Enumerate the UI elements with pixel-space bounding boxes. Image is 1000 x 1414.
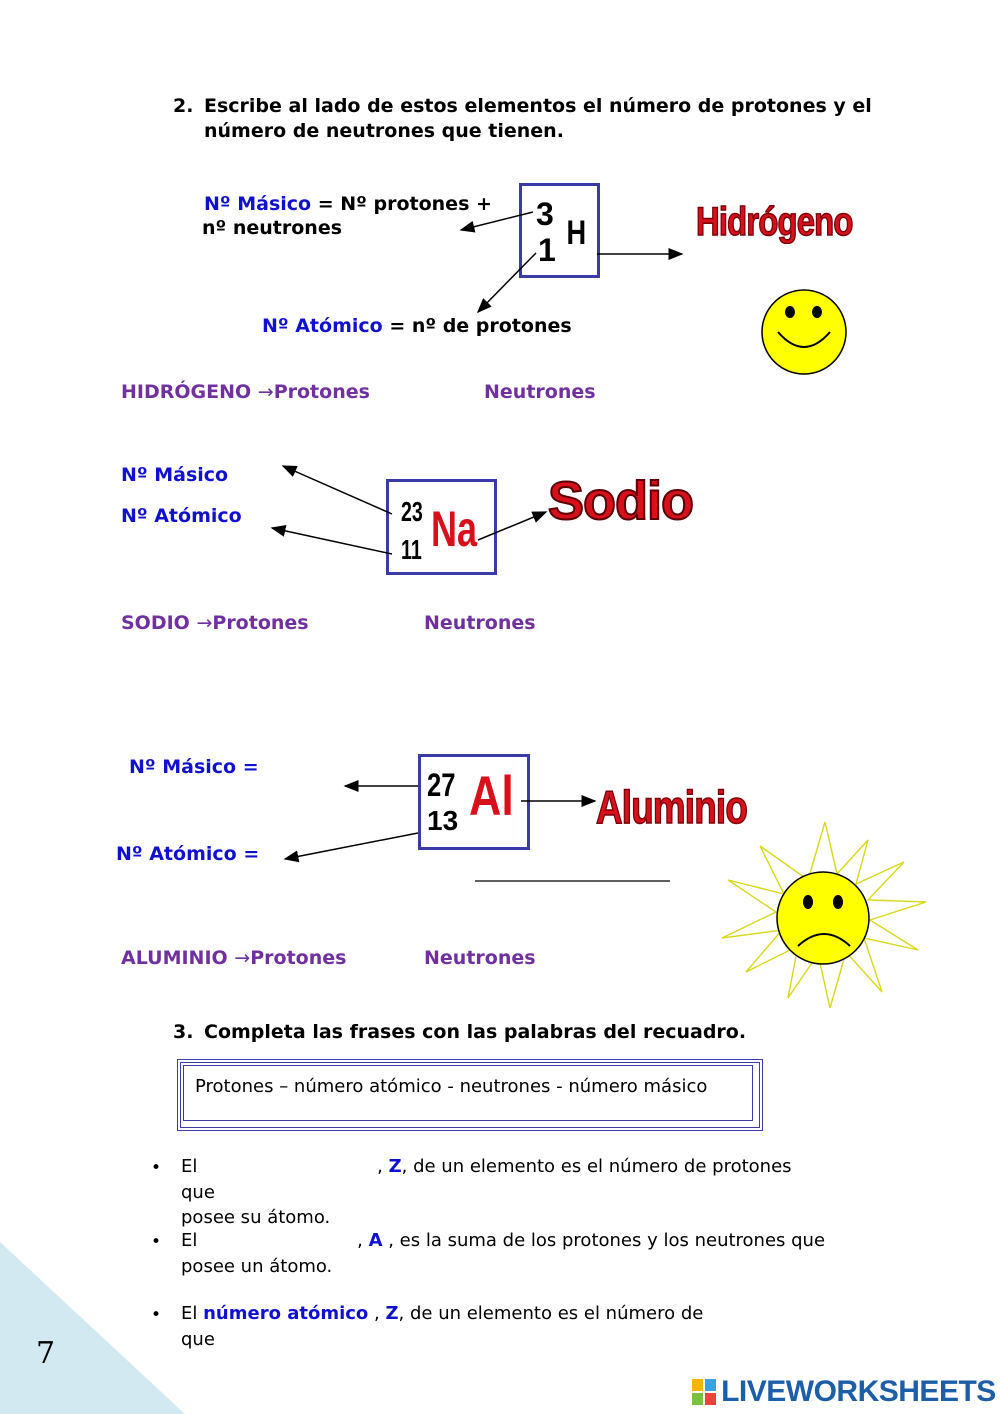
sodium-atomic-number: 11	[401, 534, 422, 565]
arrow-symbol: →	[196, 612, 213, 634]
aluminium-row-label	[121, 947, 346, 969]
sentence-3-term: número atómico	[203, 1303, 369, 1324]
sodium-row-element: SODIO	[121, 612, 190, 634]
aluminium-atomic-arrow	[285, 833, 418, 859]
hydrogen-name: Hidrógeno	[696, 200, 853, 244]
sentence-2	[181, 1228, 827, 1279]
q3-number: 3.	[173, 1021, 194, 1043]
hydrogen-row-label	[121, 381, 370, 403]
sodium-mass-number: 23	[401, 496, 423, 527]
bullet-3: •	[151, 1305, 162, 1325]
q3-title: Completa las frases con las palabras del recuadro.	[204, 1021, 747, 1043]
sodium-masico-label: Nº Másico	[121, 464, 229, 486]
sentence-1-pre: El	[181, 1156, 198, 1177]
arrow-symbol: →	[234, 947, 251, 969]
sentence-2-post: , es la suma de los protones y los neutrones que	[382, 1230, 826, 1251]
hydrogen-mass-number: 3	[536, 196, 554, 232]
hydrogen-row-element: HIDRÓGENO	[121, 381, 252, 403]
sentence-3-sym-pre: ,	[368, 1303, 386, 1324]
sodium-atomico-label: Nº Atómico	[121, 505, 242, 527]
hydrogen-row-protons: Protones	[273, 381, 370, 403]
sodium-row-protons: Protones	[212, 612, 309, 634]
word-box	[177, 1059, 763, 1131]
sentence-1-sym-pre: ,	[377, 1156, 389, 1177]
brand-logo	[692, 1375, 996, 1409]
legend-atomico-rest: = nº de protones	[382, 315, 572, 337]
sentence-3-pre: El	[181, 1303, 204, 1324]
sentence-1-symbol: Z	[388, 1156, 402, 1177]
sentence-2-pre: El	[181, 1230, 198, 1251]
sentence-2-sym-pre: ,	[357, 1230, 369, 1251]
sad-sun-icon	[718, 822, 932, 1008]
sodium-row-neutrons: Neutrones	[424, 612, 536, 634]
sodium-name: Sodio	[548, 471, 693, 531]
hydrogen-row-neutrons: Neutrones	[484, 381, 596, 403]
sentence-1-post: , de un elemento es el número de protones que	[181, 1156, 792, 1203]
sodium-row-label	[121, 612, 309, 634]
page-number: 7	[36, 1336, 56, 1371]
q2-line2: número de neutrones que tienen.	[204, 120, 564, 142]
aluminium-row-neutrons: Neutrones	[424, 947, 536, 969]
legend-masico-term: Nº Másico	[204, 193, 312, 215]
aluminium-row-protons: Protones	[250, 947, 347, 969]
aluminium-row-element: ALUMINIO	[121, 947, 228, 969]
sentence-3-tail: que	[181, 1328, 215, 1350]
aluminium-masico-label: Nº Másico =	[129, 756, 259, 778]
sentence-2-symbol: A	[368, 1230, 383, 1251]
sentence-2-line2: posee un átomo.	[181, 1255, 333, 1277]
sentence-3-answer-input[interactable]	[709, 1303, 801, 1327]
sentence-3-post: , de un elemento es el número de	[398, 1303, 704, 1324]
sodium-name-arrow	[478, 512, 546, 540]
sentence-1-answer-input[interactable]	[203, 1156, 377, 1180]
legend-atomico-term: Nº Atómico	[262, 315, 383, 337]
aluminium-symbol: Al	[469, 764, 514, 827]
hydrogen-mass-arrow	[461, 212, 533, 230]
word-box-text: Protones – número atómico - neutrones - número másico	[195, 1076, 708, 1097]
sentence-3	[181, 1301, 827, 1352]
sentence-1-line2: posee su átomo.	[181, 1206, 331, 1228]
aluminium-name: Aluminio	[596, 781, 748, 833]
bullet-2: •	[151, 1232, 162, 1252]
q2-number: 2.	[173, 95, 194, 117]
hydrogen-atomic-number: 1	[538, 232, 556, 268]
brand-icon	[692, 1379, 716, 1405]
bullet-1: •	[151, 1158, 162, 1178]
aluminium-atomic-number: 13	[427, 805, 459, 836]
q2-line1: Escribe al lado de estos elementos el número de protones y el	[204, 95, 872, 117]
sodium-mass-arrow	[283, 466, 392, 514]
sentence-2-answer-input[interactable]	[203, 1230, 357, 1254]
happy-smiley-icon	[760, 288, 850, 378]
sentence-3-symbol: Z	[385, 1303, 399, 1324]
sodium-atomic-arrow	[272, 528, 392, 554]
legend-masico-rest: = Nº protones +	[311, 193, 492, 215]
hydrogen-atomic-arrow	[478, 253, 536, 312]
aluminium-mass-number: 27	[427, 767, 456, 803]
corner-decoration	[0, 1242, 185, 1414]
sentence-1	[181, 1154, 827, 1230]
brand-name: LIVEWORKSHEETS	[721, 1375, 996, 1408]
legend-masico-line2: nº neutrones	[202, 217, 343, 239]
arrow-symbol: →	[257, 381, 274, 403]
hydrogen-symbol: H	[566, 214, 587, 252]
aluminium-atomico-label: Nº Atómico =	[116, 843, 260, 865]
sodium-symbol: Na	[431, 501, 478, 557]
